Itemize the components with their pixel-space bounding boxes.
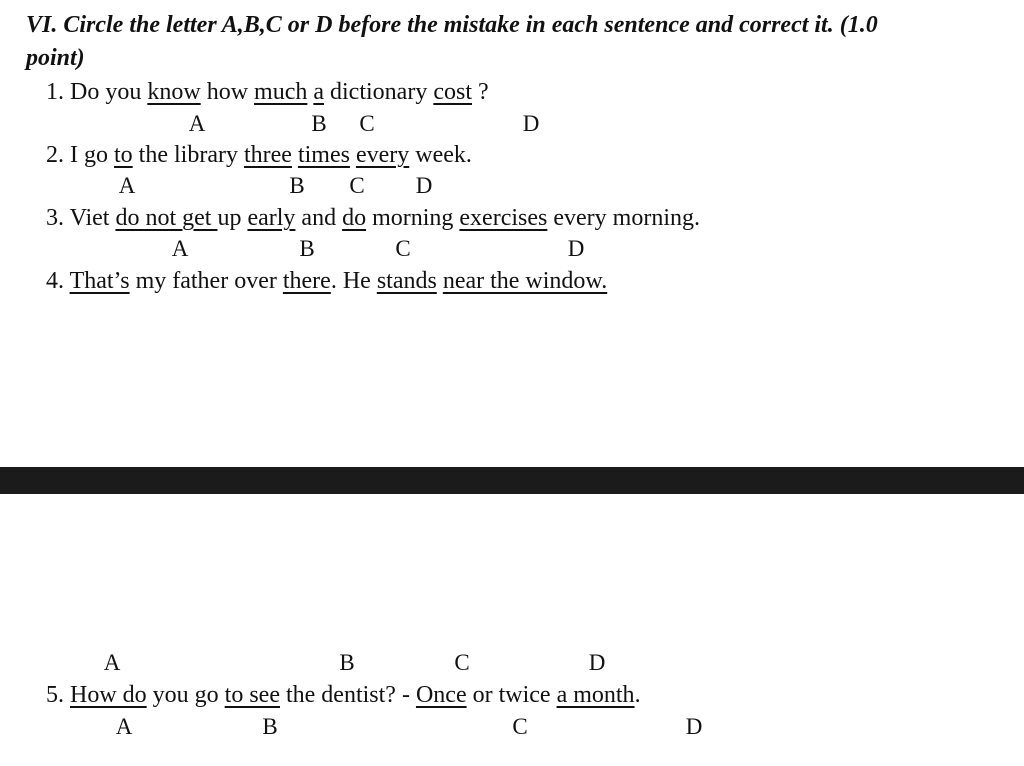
question-5-top-label-c: C <box>454 650 470 675</box>
question-2-label-b: B <box>289 173 305 198</box>
question-2-label-c: C <box>349 173 365 198</box>
question-4 <box>46 266 607 296</box>
question-5-label-a: A <box>115 714 133 739</box>
question-1-end: ? <box>472 79 489 105</box>
question-3-option-d: exercises <box>459 205 548 231</box>
question-4-option-c: stands <box>376 268 437 294</box>
question-3-start: 3. Viet <box>46 205 116 231</box>
question-4-text: my father over <box>129 268 283 294</box>
question-2-end: week. <box>409 142 472 168</box>
question-2-option-d: every <box>355 142 410 168</box>
question-2-option-c: times <box>297 142 350 168</box>
question-5-text: or twice <box>466 682 557 708</box>
question-2-start: 2. I go <box>46 142 114 168</box>
question-1-text: how <box>200 79 255 105</box>
question-4-option-a: That’s <box>69 268 130 294</box>
question-5-option-a: How do <box>70 682 147 708</box>
question-5-text: you go <box>146 682 225 708</box>
question-4-start: 4. <box>46 268 70 294</box>
question-5-top-label-b: B <box>339 650 355 675</box>
question-3-text: up <box>217 205 248 231</box>
question-1-option-d: cost <box>433 79 472 105</box>
question-3 <box>46 203 700 233</box>
question-3-option-c: do <box>342 205 367 231</box>
question-2-option-b: three <box>243 142 292 168</box>
question-5-option-d: a month <box>556 682 635 708</box>
section-heading-line-1: VI. Circle the letter A,B,C or D before the mistake in each sentence and correct it. (1.0 <box>26 12 878 38</box>
question-4-option-b: there <box>282 268 331 294</box>
question-1-label-a: A <box>188 111 206 136</box>
question-5 <box>46 680 641 710</box>
question-2-label-d: D <box>415 173 433 198</box>
question-4-option-d: near the window. <box>442 268 608 294</box>
question-1-option-c: a <box>313 79 325 105</box>
question-3-label-d: D <box>567 236 585 261</box>
question-1-label-c: C <box>359 111 375 136</box>
question-3-label-a: A <box>171 236 189 261</box>
divider-band <box>0 467 1024 494</box>
question-3-label-b: B <box>299 236 315 261</box>
question-3-option-a: do not get <box>115 205 218 231</box>
question-4-text: . He <box>330 268 377 294</box>
question-5-label-c: C <box>512 714 528 739</box>
question-3-option-b: early <box>247 205 296 231</box>
question-1 <box>46 77 489 107</box>
question-3-end: every morning. <box>547 205 700 231</box>
question-5-top-label-d: D <box>588 650 606 675</box>
question-5-top-label-a: A <box>103 650 121 675</box>
question-1-option-b: much <box>254 79 308 105</box>
question-1-option-a: know <box>147 79 201 105</box>
question-5-end: . <box>634 682 641 708</box>
question-1-start: 1. Do you <box>46 79 148 105</box>
question-1-label-b: B <box>311 111 327 136</box>
question-2-text: the library <box>132 142 244 168</box>
question-2 <box>46 140 472 170</box>
section-heading-line-2: point) <box>26 45 85 71</box>
question-5-option-b: to see <box>224 682 280 708</box>
question-3-text: and <box>295 205 343 231</box>
question-3-text: morning <box>366 205 460 231</box>
question-5-option-c: Once <box>415 682 467 708</box>
question-5-text: the dentist? - <box>279 682 416 708</box>
question-1-text: dictionary <box>324 79 434 105</box>
question-5-label-d: D <box>685 714 703 739</box>
question-5-start: 5. <box>46 682 70 708</box>
question-5-label-b: B <box>262 714 278 739</box>
question-3-label-c: C <box>395 236 411 261</box>
question-1-label-d: D <box>522 111 540 136</box>
question-2-label-a: A <box>118 173 136 198</box>
question-2-option-a: to <box>114 142 133 168</box>
